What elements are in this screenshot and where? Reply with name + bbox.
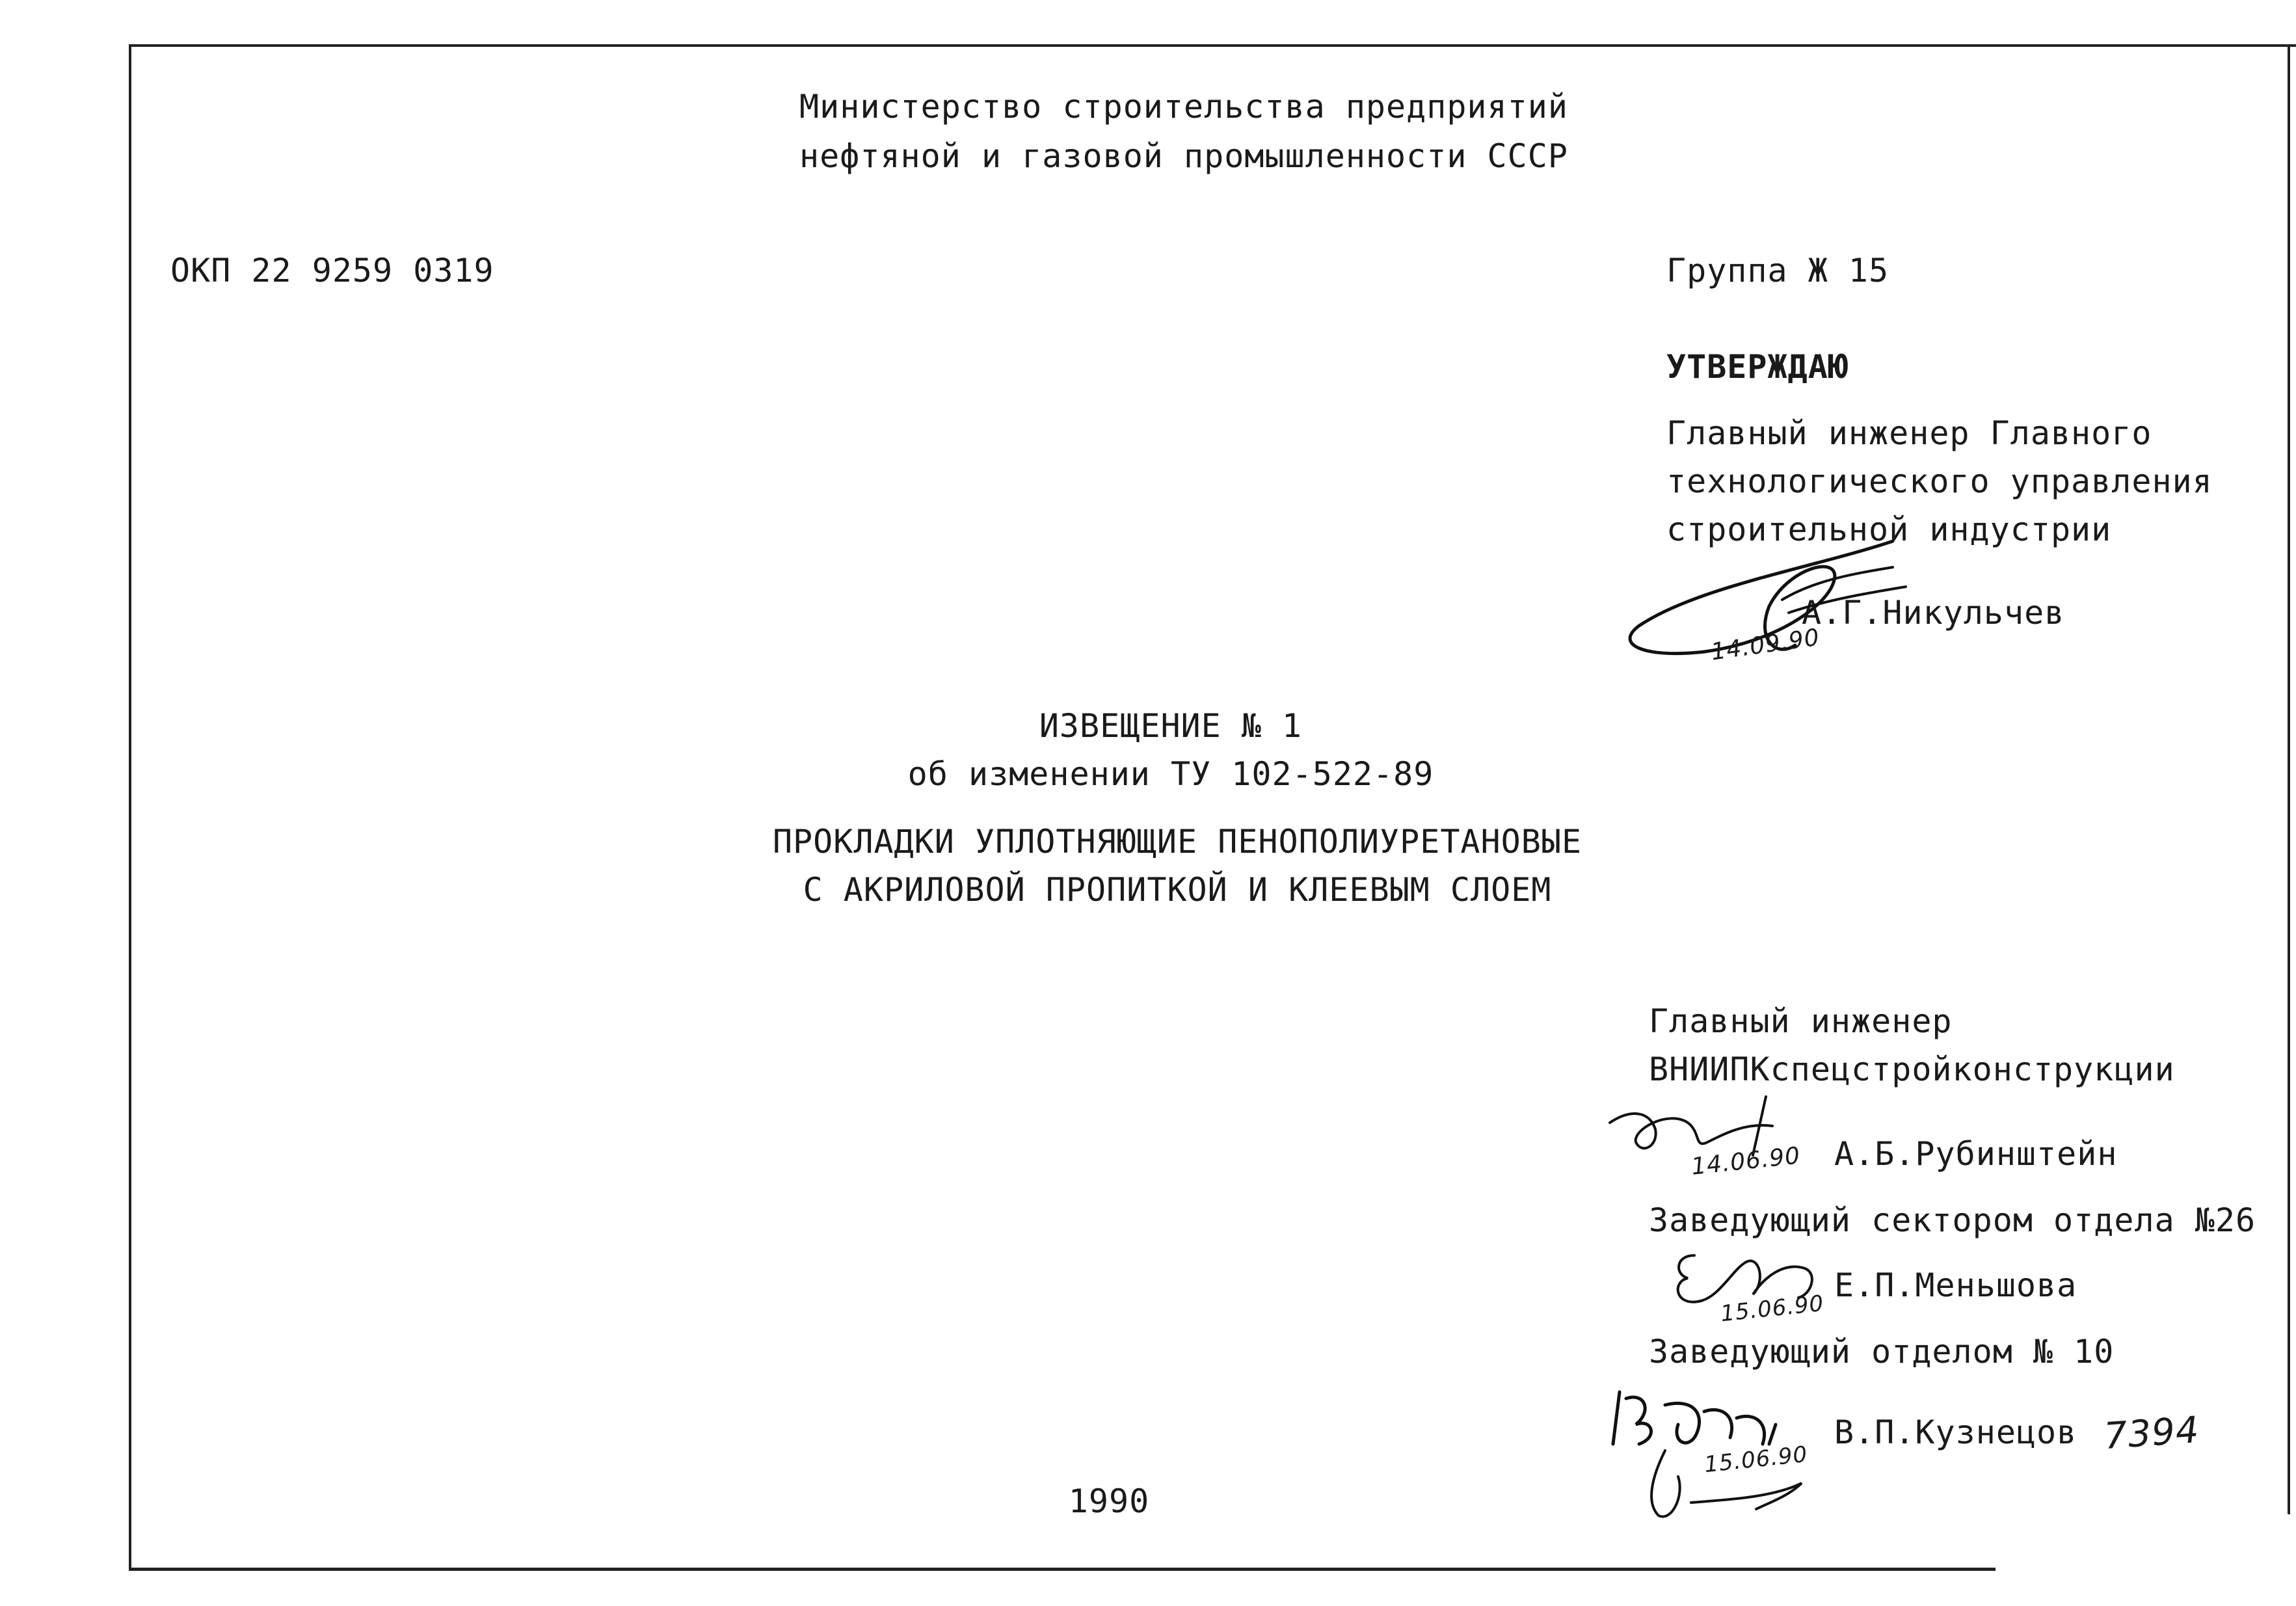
frame-bottom-border: [129, 1568, 1996, 1571]
chief-engineer-name: А.Б.Рубинштейн: [1834, 1135, 2118, 1173]
ministry-line-1: Министерство строительства предприятий: [799, 88, 1568, 126]
sector-head-title: Заведующий сектором отдела №26: [1649, 1201, 2256, 1239]
frame-left-border: [129, 44, 131, 1570]
product-name-line-2: С АКРИЛОВОЙ ПРОПИТКОЙ И КЛЕЕВЫМ СЛОЕМ: [803, 871, 1552, 909]
dept-head-date: 15.06.90: [1703, 1441, 1809, 1479]
publication-year: 1990: [1068, 1482, 1150, 1520]
approver-position-line-2: технологического управления: [1666, 462, 2213, 500]
chief-engineer-organization: ВНИИПКспецстройконструкции: [1649, 1051, 2175, 1088]
notice-title: ИЗВЕЩЕНИЕ № 1: [1039, 707, 1303, 745]
group-code: Группа Ж 15: [1666, 252, 1889, 289]
dept-head-title: Заведующий отделом № 10: [1649, 1333, 2115, 1371]
notice-subtitle: об изменении ТУ 102-522-89: [907, 755, 1434, 793]
registration-number: 7394: [2102, 1408, 2201, 1458]
chief-engineer-title: Главный инженер: [1649, 1002, 1953, 1040]
approver-position-line-3: строительной индустрии: [1666, 511, 2112, 548]
approver-name: А.Г.Никульчев: [1802, 594, 2065, 632]
approver-position-line-1: Главный инженер Главного: [1666, 414, 2152, 452]
sector-head-date: 15.06.90: [1719, 1290, 1826, 1328]
approver-signature: [1620, 528, 2010, 684]
chief-engineer-date: 14.06.90: [1690, 1142, 1802, 1181]
ministry-line-2: нефтяной и газовой промышленности СССР: [799, 137, 1568, 175]
frame-top-border: [129, 44, 2296, 47]
frame-right-border: [2288, 44, 2290, 1514]
sector-head-name: Е.П.Меньшова: [1834, 1266, 2077, 1304]
okp-code: ОКП 22 9259 0319: [170, 252, 494, 289]
product-name-line-1: ПРОКЛАДКИ УПЛОТНЯЮЩИЕ ПЕНОПОЛИУРЕТАНОВЫЕ: [772, 823, 1582, 861]
approval-heading: УТВЕРЖДАЮ: [1666, 348, 1849, 386]
approval-handwritten-date: 14.09.90: [1709, 624, 1822, 666]
dept-head-name: В.П.Кузнецов: [1834, 1413, 2077, 1451]
